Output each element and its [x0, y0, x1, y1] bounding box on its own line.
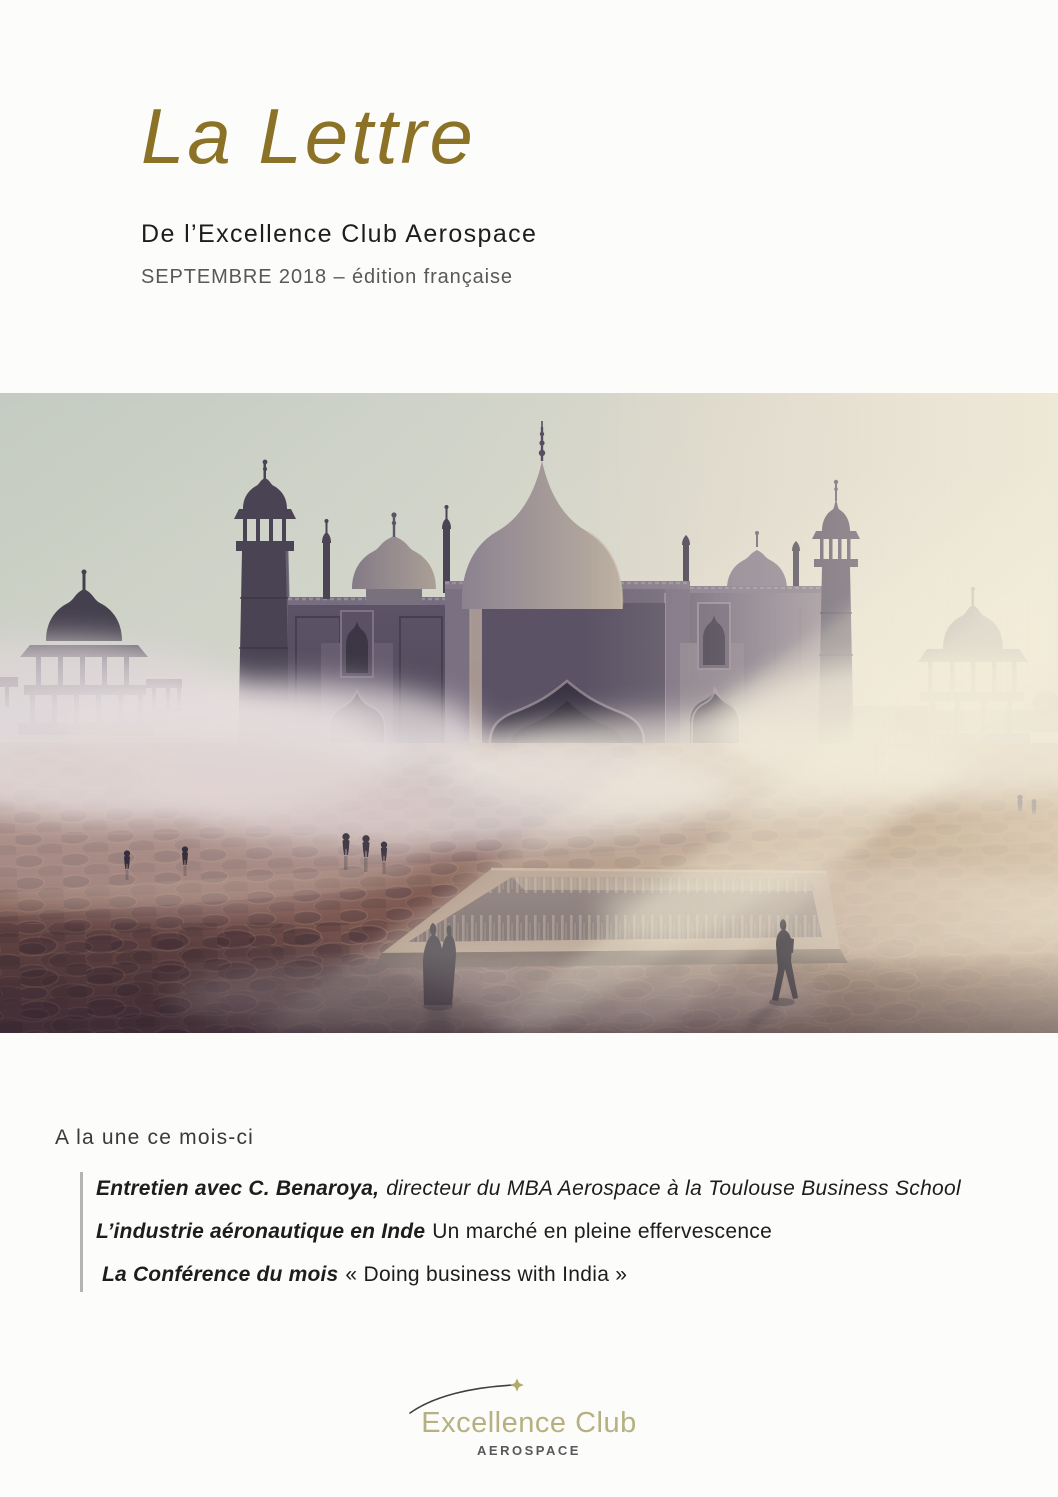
star-icon	[510, 1379, 524, 1392]
toc-item-emphasis: L’industrie aéronautique en Inde	[96, 1220, 426, 1243]
toc-item-rest: directeur du MBA Aerospace à la Toulouse Business School	[386, 1177, 961, 1200]
toc-item-rest: « Doing business with India »	[345, 1263, 628, 1286]
brand-wordmark: Excellence Club	[421, 1407, 637, 1439]
toc-heading: A la une ce mois-ci	[55, 1126, 255, 1149]
masthead	[141, 92, 538, 289]
swoosh-icon	[394, 1378, 544, 1418]
edition-line: SEPTEMBRE 2018 – édition française	[141, 265, 513, 288]
toc-item-industrie	[96, 1219, 1015, 1245]
brand-logo	[379, 1378, 679, 1468]
newsletter-title: La Lettre	[141, 92, 476, 180]
hero-photo	[0, 393, 1058, 1033]
newsletter-subtitle: De l’Excellence Club Aerospace	[141, 219, 538, 248]
toc-item-rest: Un marché en pleine effervescence	[432, 1220, 773, 1243]
brand-subtext: AEROSPACE	[477, 1443, 581, 1458]
toc-item-conference	[96, 1262, 1015, 1288]
toc-item-emphasis: Entretien avec C. Benaroya,	[96, 1177, 380, 1200]
toc-items	[80, 1172, 1015, 1292]
toc-item-emphasis: La Conférence du mois	[102, 1263, 339, 1286]
toc-item-entretien	[96, 1176, 1015, 1202]
toc-section	[55, 1126, 1015, 1292]
